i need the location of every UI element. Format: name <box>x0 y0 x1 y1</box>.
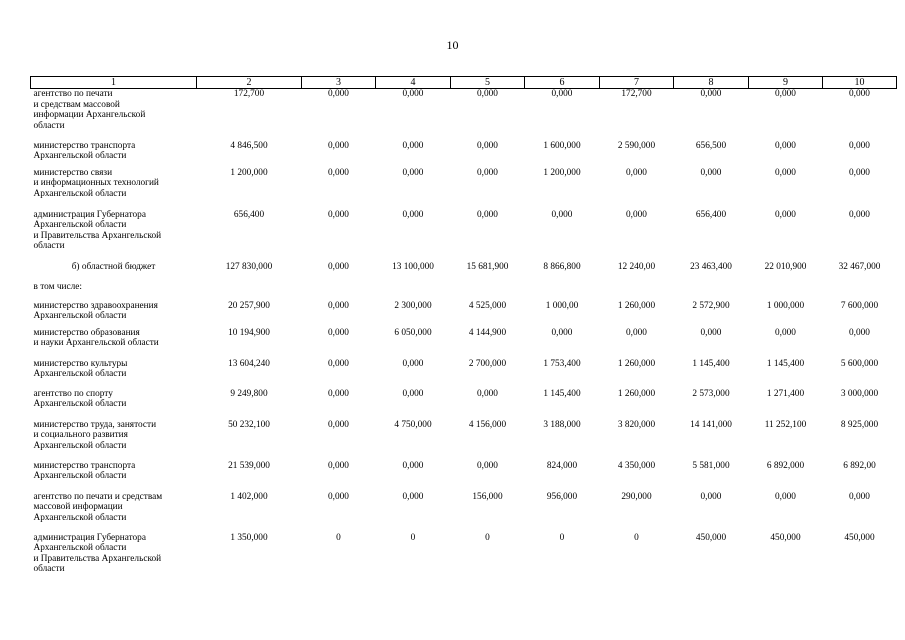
row-label <box>31 282 197 301</box>
column-number-row <box>31 77 897 89</box>
table-cell: 15 681,900 <box>466 261 509 272</box>
table-cell: 656,500 <box>695 140 727 151</box>
table-cell: 1 271,400 <box>766 388 805 399</box>
table-cell: 1 200,000 <box>543 167 581 178</box>
table-row <box>31 141 897 168</box>
table-cell: 0,000 <box>700 491 722 502</box>
table-cell: 6 892,00 <box>843 460 876 471</box>
table-row <box>31 389 897 420</box>
table-cell: 0,000 <box>775 140 796 151</box>
table-cell <box>749 282 823 301</box>
table-cell: 3 820,000 <box>617 419 656 430</box>
row-label-line: Архангельской области <box>33 543 127 553</box>
table-cell: 1 260,000 <box>617 300 656 311</box>
table-cell: 7 600,000 <box>840 300 879 311</box>
row-label-line: области <box>33 564 65 574</box>
table-cell: 656,400 <box>695 209 727 220</box>
column-header: 5 <box>451 77 525 89</box>
table-cell <box>600 282 674 301</box>
row-label-line: Архангельской области <box>33 369 127 379</box>
row-label-line: массовой информации <box>33 502 123 512</box>
table-cell: 0,000 <box>328 209 349 220</box>
table-row <box>31 492 897 533</box>
table-cell: 0 <box>634 532 639 543</box>
table-cell: 9 249,800 <box>230 388 268 399</box>
table-cell: 3 188,000 <box>543 419 581 430</box>
row-label <box>31 420 197 461</box>
table-cell: 0,000 <box>626 167 647 178</box>
table-row <box>31 262 897 282</box>
table-cell: 0,000 <box>328 388 349 399</box>
column-header: 10 <box>823 77 897 89</box>
table-cell: 0 <box>336 532 341 543</box>
row-label-line: области <box>33 120 65 131</box>
table-cell: 0,000 <box>477 209 498 220</box>
table-cell: 0,000 <box>775 327 796 338</box>
row-label <box>31 492 197 533</box>
table-cell: 8 925,000 <box>840 419 879 430</box>
row-label-line: области <box>33 241 65 251</box>
table-cell: 0,000 <box>626 327 647 338</box>
table-cell: 0,000 <box>402 388 424 399</box>
table-cell: 0,000 <box>477 460 498 471</box>
row-label-line: агентство по спорту <box>33 388 113 399</box>
table-cell: 20 257,900 <box>228 300 270 311</box>
row-label-line: Архангельской области <box>33 311 127 321</box>
table-cell: 32 467,000 <box>838 261 881 272</box>
table-cell: 5 600,000 <box>840 358 879 369</box>
table-cell <box>197 282 302 301</box>
row-label-line: и информационных технологий <box>33 178 159 188</box>
column-header: 7 <box>600 77 674 89</box>
table-cell <box>376 282 451 301</box>
row-label-line: министерство образования <box>33 327 140 338</box>
column-header: 4 <box>376 77 451 89</box>
row-label-line: министерство культуры <box>33 358 128 369</box>
table-cell: 1 600,000 <box>543 140 581 151</box>
row-label <box>31 168 197 210</box>
table-cell: 0,000 <box>700 89 722 99</box>
table-cell: 23 463,400 <box>690 261 732 272</box>
column-header: 2 <box>197 77 302 89</box>
table-row <box>31 168 897 210</box>
table-cell: 0,000 <box>402 140 424 151</box>
row-label <box>31 328 197 359</box>
table-cell: 450,000 <box>695 532 727 543</box>
table-cell: 0,000 <box>849 209 870 220</box>
table-cell: 2 300,000 <box>394 300 432 311</box>
table-row <box>31 461 897 492</box>
table-cell: 13 100,000 <box>392 261 434 272</box>
table-cell: 22 010,900 <box>764 261 807 272</box>
table-cell <box>302 282 376 301</box>
row-label-line: Архангельской области <box>33 220 127 230</box>
row-label-line: министерство связи <box>33 167 113 178</box>
row-label <box>31 389 197 420</box>
table-cell: 4 750,000 <box>394 419 432 430</box>
table-cell <box>823 282 897 301</box>
row-label <box>31 359 197 389</box>
table-cell: 0,000 <box>849 327 870 338</box>
table-cell: 1 260,000 <box>617 388 656 399</box>
page-number: 10 <box>446 38 459 52</box>
table-cell: 0 <box>410 532 416 543</box>
table-cell: 1 260,000 <box>617 358 656 369</box>
table-cell: 0,000 <box>328 140 349 151</box>
table-cell: 14 141,000 <box>690 419 732 430</box>
table-cell: 10 194,900 <box>228 327 270 338</box>
table-cell: 0,000 <box>328 327 349 338</box>
row-label-line: Архангельской области <box>33 151 127 161</box>
table-cell: 5 581,000 <box>692 460 730 471</box>
column-header: 9 <box>749 77 823 89</box>
table-cell: 0,000 <box>328 460 349 471</box>
table-cell: 0,000 <box>402 89 424 99</box>
row-label-line: в том числе: <box>33 281 82 292</box>
row-label-line: агентство по печати <box>33 89 113 99</box>
row-label <box>31 89 197 141</box>
table-cell: 4 350,000 <box>617 460 656 471</box>
table-row <box>31 89 897 141</box>
table-cell: 13 604,240 <box>228 358 270 369</box>
table-row <box>31 533 897 581</box>
table-cell: 127 830,000 <box>225 261 273 272</box>
row-label-line: министерство транспорта <box>33 460 136 471</box>
table-cell: 0,000 <box>849 491 870 502</box>
column-header: 8 <box>674 77 749 89</box>
table-cell: 12 240,00 <box>617 261 656 272</box>
table-cell: 2 700,000 <box>468 358 507 369</box>
table-cell: 6 050,000 <box>394 327 432 338</box>
table-cell: 6 892,000 <box>766 460 805 471</box>
table-cell: 450,000 <box>770 532 801 543</box>
table-cell: 0,000 <box>328 261 349 272</box>
table-cell: 656,400 <box>233 209 265 220</box>
table-cell: 0,000 <box>849 89 870 99</box>
table-cell: 1 145,400 <box>543 388 581 399</box>
table-cell: 50 232,100 <box>228 419 270 430</box>
row-label-line: и социального развития <box>33 430 128 440</box>
table-row <box>31 359 897 389</box>
row-label-line: агентство по печати и средствам <box>33 491 163 502</box>
table-cell: 0,000 <box>775 209 796 220</box>
table-cell: 824,000 <box>546 460 578 471</box>
table-cell: 4 156,000 <box>468 419 507 430</box>
table-cell: 0,000 <box>328 358 349 369</box>
column-header: 3 <box>302 77 376 89</box>
table-cell: 4 846,500 <box>230 140 268 151</box>
table-row <box>31 301 897 328</box>
row-label <box>31 461 197 492</box>
table-row <box>31 328 897 359</box>
row-label <box>31 533 197 581</box>
table-cell: 0,000 <box>700 327 722 338</box>
table-cell: 1 000,00 <box>545 300 579 311</box>
table-cell: 4 525,000 <box>468 300 507 311</box>
row-label-line: администрация Губернатора <box>33 209 146 220</box>
table-cell: 1 145,400 <box>692 358 730 369</box>
table-cell: 0,000 <box>700 167 722 178</box>
table-cell: 0,000 <box>551 327 573 338</box>
row-label-line: администрация Губернатора <box>33 532 146 543</box>
table-cell: 0,000 <box>477 140 498 151</box>
row-label-line: министерство труда, занятости <box>33 419 157 430</box>
table-cell: 0,000 <box>775 89 796 99</box>
table-cell: 0 <box>485 532 490 543</box>
budget-table <box>30 76 897 581</box>
row-label-line: информации Архангельской <box>33 110 146 120</box>
table-cell: 172,700 <box>621 89 652 99</box>
table-cell <box>525 282 600 301</box>
table-cell: 0,000 <box>551 209 573 220</box>
table-cell: 0 <box>559 532 565 543</box>
row-label-line: Архангельской области <box>33 512 127 523</box>
table-row <box>31 210 897 262</box>
row-label-line: Архангельской области <box>33 471 127 481</box>
table-cell: 156,000 <box>472 491 503 502</box>
row-label-line: б) областной бюджет <box>71 261 156 272</box>
row-label <box>31 210 197 262</box>
row-label-line: и Правительства Архангельской <box>33 230 162 241</box>
table-cell: 0,000 <box>477 388 498 399</box>
table-cell: 8 866,800 <box>543 261 581 272</box>
column-header: 1 <box>31 77 197 89</box>
column-header: 6 <box>525 77 600 89</box>
table-cell: 1 402,000 <box>230 491 268 502</box>
table-cell: 4 144,900 <box>468 327 507 338</box>
table-cell: 0,000 <box>775 167 796 178</box>
table-cell <box>674 282 749 301</box>
table-cell: 0,000 <box>328 89 349 99</box>
table-cell: 1 145,400 <box>766 358 805 369</box>
table-cell: 0,000 <box>328 419 349 430</box>
table-row <box>31 282 897 301</box>
table-cell: 11 252,100 <box>764 419 807 430</box>
row-label-line: министерство транспорта <box>33 140 136 151</box>
table-cell: 956,000 <box>546 491 578 502</box>
table-cell: 0,000 <box>849 140 870 151</box>
row-label <box>31 301 197 328</box>
table-cell: 1 350,000 <box>230 532 268 543</box>
table-cell: 450,000 <box>844 532 875 543</box>
row-label-line: Архангельской области <box>33 188 127 199</box>
row-label-line: и средствам массовой <box>33 99 120 110</box>
table-cell: 21 539,000 <box>228 460 270 471</box>
table-cell: 2 590,000 <box>617 140 656 151</box>
table-cell: 0,000 <box>626 209 647 220</box>
table-cell: 0,000 <box>849 167 870 178</box>
table-cell: 0,000 <box>328 167 349 178</box>
table-cell: 0,000 <box>775 491 796 502</box>
row-label-line: министерство здравоохранения <box>33 300 158 311</box>
table-cell: 0,000 <box>402 167 424 178</box>
table-cell: 1 753,400 <box>543 358 581 369</box>
table-cell: 2 572,900 <box>692 300 730 311</box>
table-cell: 0,000 <box>551 89 573 99</box>
table-cell <box>451 282 525 301</box>
row-label-line: и науки Архангельской области <box>33 338 159 348</box>
table-cell: 0,000 <box>402 358 424 369</box>
table-cell: 0,000 <box>477 167 498 178</box>
row-label <box>31 141 197 168</box>
table-cell: 0,000 <box>402 460 424 471</box>
table-cell: 1 200,000 <box>230 167 268 178</box>
table-cell: 0,000 <box>328 300 349 311</box>
table-cell: 0,000 <box>402 491 424 502</box>
table-cell: 3 000,000 <box>840 388 879 399</box>
table-cell: 0,000 <box>477 89 498 99</box>
table-cell: 290,000 <box>621 491 652 502</box>
table-cell: 0,000 <box>402 209 424 220</box>
row-label-line: Архангельской области <box>33 440 127 451</box>
table-body <box>31 89 897 581</box>
table-cell: 172,700 <box>233 89 265 99</box>
table-cell: 1 000,000 <box>766 300 805 311</box>
table-row <box>31 420 897 461</box>
row-label-line: Архангельской области <box>33 399 127 409</box>
row-label <box>31 262 197 282</box>
row-label-line: и Правительства Архангельской <box>33 553 162 564</box>
table-cell: 0,000 <box>328 491 349 502</box>
table-cell: 2 573,000 <box>692 388 730 399</box>
